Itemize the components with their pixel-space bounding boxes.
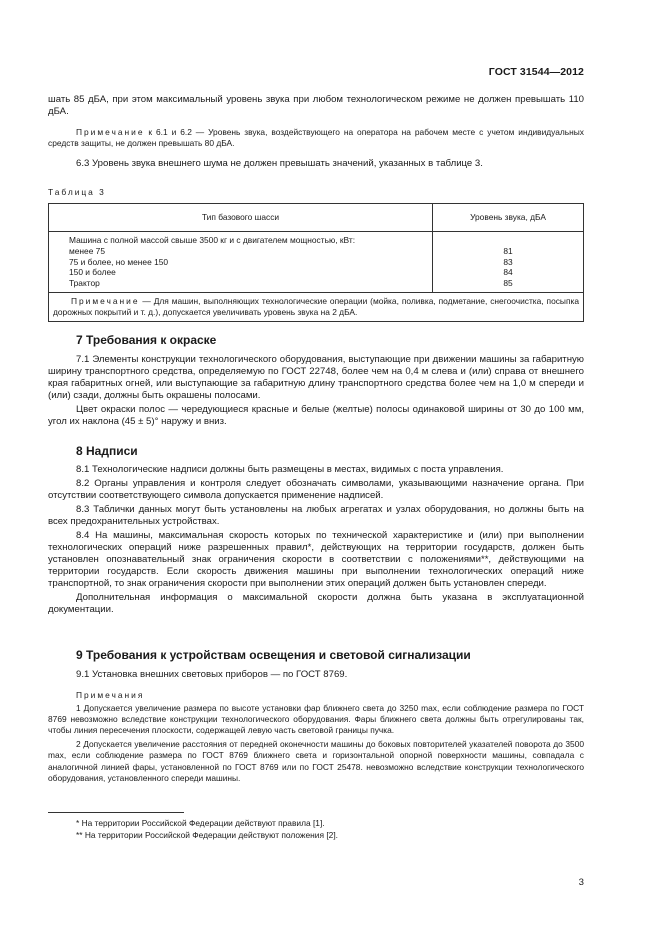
section-7-body <box>48 354 584 428</box>
table-note-text: — Для машин, выполняющих технологические операции (мойка, поливка, подметание, снегоочистка, посыпка дорожных покрытий и т. д.), допускается увеличивать уровень звука на 2 дБА. <box>53 295 579 317</box>
table-row-label: 75 и более, но менее 150 <box>69 256 169 267</box>
footnote-2: ** На территории Российской Федерации действуют положения [2]. <box>76 829 338 840</box>
paragraph-7-1: 7.1 Элементы конструкции технологического оборудования, выступающие при движении машины за габаритную ширину транспортного средства, определяемую по ГОСТ 22748, более чем на 0,4 м слева и (или) справа от внешнего края габаритных огней, или выступающие за габаритную длину транспортного средства более чем на 1,0 м спереди и (или) сзади, должны быть окрашены полосами. <box>48 354 584 401</box>
notes-label: Примечания <box>76 690 145 700</box>
section-8-title: 8 Надписи <box>76 444 138 458</box>
table-caption: Таблица 3 <box>48 187 106 197</box>
doc-code-header: ГОСТ 31544—2012 <box>488 66 584 78</box>
paragraph-7-2: Цвет окраски полос — чередующиеся красные и белые (желтые) полосы одинаковой ширины от 30 до 100 мм, угол их наклона (45 ± 5)° наружу и вниз. <box>48 403 584 427</box>
table-row-value: 84 <box>503 267 513 278</box>
paragraph-8-3: 8.3 Таблички данных могут быть установлены на любых агрегатах и узлах оборудования, но должны быть на всех предохранительных устройствах. <box>48 503 584 527</box>
table-row-label: 150 и более <box>69 267 116 278</box>
footnotes <box>76 818 584 842</box>
table-header-sound-level: Уровень звука, дБА <box>433 204 584 232</box>
paragraph-8-2: 8.2 Органы управления и контроля следует обозначать символами, указывающими назначение органа. При отсутствии соответствующего символа допускается применение надписей. <box>48 477 584 501</box>
table-cell-values <box>433 232 584 293</box>
footnote-1: * На территории Российской Федерации действуют правила [1]. <box>76 818 325 828</box>
note-1: 1 Допускается увеличение размера по высоте установки фар ближнего света до 3250 max, если соблюдение размера по ГОСТ 8769 невозможно вследствие конструкции технологического оборудования. Фары ближнего света должны быть отрегулированы так, чтобы линия пересечения плоскости, содержащей левую часть световой границы пучка. <box>48 703 584 736</box>
paragraph-8-4: 8.4 На машины, максимальная скорость которых по технической характеристике и (или) при выполнении технологических операций ниже разрешенных правил*, действующих на территории государств, должен быть установлен опознавательный знак ограничения скорости в соответствии с положениями**, действующими на территории государств. Если скорость движения машины при выполнении технологических операций ниже транспортной, то знак ограничения скорости при выполнении этих операций должен быть установлен спереди. <box>48 529 584 589</box>
footnote-divider <box>48 812 184 813</box>
note-label: Примечание <box>76 127 145 137</box>
table-row-label: Трактор <box>69 278 100 288</box>
note-2: 2 Допускается увеличение расстояния от передней оконечности машины до боковых повторителей указателей поворота до 3500 max, если соблюдение размера по ГОСТ 8769 ближнего света и горизонтальной опорной поверхности машины, совпадала с аналогичной линией фары, установленной по ГОСТ 8769 или по ГОСТ 25478. невозможно вследствие конструкции технологического оборудования, установленного спереди машины. <box>48 739 584 783</box>
paragraph-9-1: 9.1 Установка внешних световых приборов — по ГОСТ 8769. <box>76 669 348 680</box>
section-9-notes <box>48 690 584 784</box>
table-cell-labels <box>49 232 433 293</box>
section-9-title: 9 Требования к устройствам освещения и световой сигнализации <box>76 648 471 662</box>
section-9-body <box>48 669 584 681</box>
section-7-title: 7 Требования к окраске <box>76 333 217 347</box>
paragraph-text: шать 85 дБА, при этом максимальный уровень звука при любом технологическом режиме не должен превышать 110 дБА. <box>48 94 584 117</box>
continued-paragraph <box>48 94 584 118</box>
paragraph-8-5: Дополнительная информация о максимальной скорости должна быть указана в эксплуатационной документации. <box>48 591 584 615</box>
note-text: к 6.1 и 6.2 — Уровень звука, воздействующего на оператора на рабочем месте с учетом индивидуальных средств защиты, не должен превышать 80 дБА. <box>48 127 584 149</box>
paragraph-6-3 <box>48 158 584 170</box>
table-note-label: Примечание <box>71 295 140 306</box>
table-row-value: 83 <box>503 256 513 267</box>
table-note <box>49 292 584 321</box>
table-row-value: 85 <box>503 278 513 288</box>
section-8-body <box>48 464 584 616</box>
table-row-group: Машина с полной массой свыше 3500 кг и с двигателем мощностью, кВт: <box>69 235 356 245</box>
table-3 <box>48 203 584 322</box>
table-row-value: 81 <box>503 245 513 256</box>
paragraph-text: 6.3 Уровень звука внешнего шума не должен превышать значений, указанных в таблице 3. <box>76 158 483 169</box>
table-header-chassis: Тип базового шасси <box>49 204 433 232</box>
table-row-label: менее 75 <box>69 245 105 256</box>
page-number: 3 <box>578 877 584 888</box>
note-6-1 <box>48 127 584 149</box>
paragraph-8-1: 8.1 Технологические надписи должны быть размещены в местах, видимых с поста управления. <box>76 464 504 475</box>
